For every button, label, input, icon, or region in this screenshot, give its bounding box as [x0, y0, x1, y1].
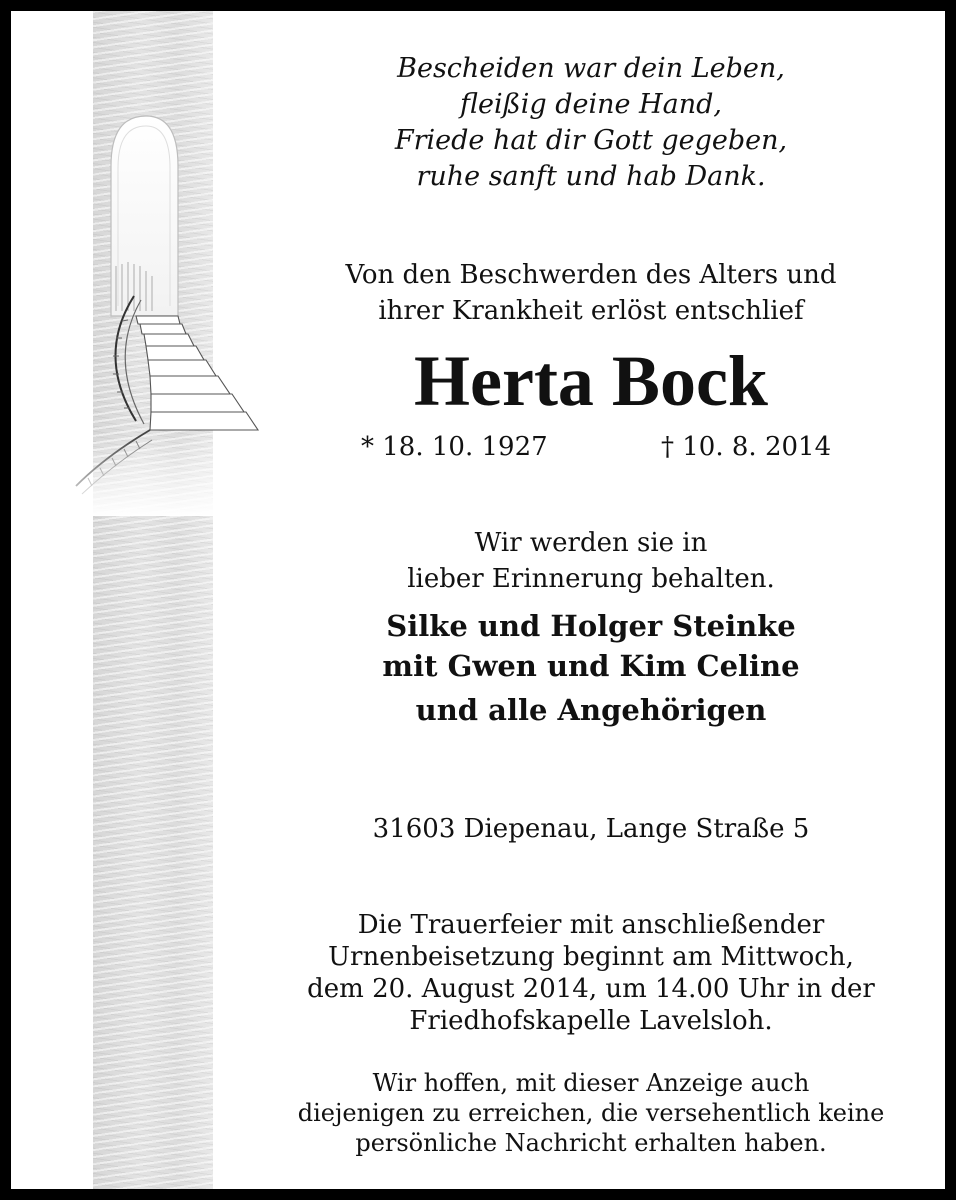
intro-line: Von den Beschwerden des Alters und — [345, 260, 837, 290]
memory-statement — [261, 525, 921, 597]
notice-line: Wir hoffen, mit dieser Anzeige auch — [372, 1069, 810, 1097]
family-address: 31603 Diepenau, Lange Straße 5 — [372, 814, 810, 844]
death-announcement-intro — [261, 257, 921, 329]
memory-line: lieber Erinnerung behalten. — [407, 564, 775, 594]
birth-date: * 18. 10. 1927 — [361, 432, 548, 462]
memory-line: Wir werden sie in — [474, 528, 708, 558]
funeral-service-details — [261, 909, 921, 1037]
intro-line: ihrer Krankheit erlöst entschlief — [378, 296, 804, 326]
service-line: Friedhofskapelle Lavelsloh. — [409, 1006, 773, 1036]
verse-line: Friede hat dir Gott gegeben, — [394, 125, 788, 156]
mourners-family — [261, 606, 921, 686]
staircase-illustration — [66, 106, 266, 516]
verse-line: ruhe sanft und hab Dank. — [416, 161, 766, 192]
service-line: Urnenbeisetzung beginnt am Mittwoch, — [328, 942, 854, 972]
notice-line: persönliche Nachricht erhalten haben. — [355, 1129, 827, 1157]
life-dates — [261, 429, 921, 465]
family-line: mit Gwen und Kim Celine — [382, 649, 800, 683]
verse-line: fleißig deine Hand, — [460, 89, 722, 120]
service-line: dem 20. August 2014, um 14.00 Uhr in der — [307, 974, 875, 1004]
service-line: Die Trauerfeier mit anschließender — [357, 910, 825, 940]
family-line: Silke und Holger Steinke — [386, 609, 796, 643]
deceased-name: Herta Bock — [414, 341, 768, 421]
closing-notice — [261, 1068, 921, 1158]
notice-line: diejenigen zu erreichen, die versehentlich keine — [297, 1099, 885, 1127]
death-date: † 10. 8. 2014 — [661, 432, 832, 462]
memorial-verse — [261, 51, 921, 195]
verse-line: Bescheiden war dein Leben, — [397, 53, 785, 84]
mourners-relatives: und alle Angehörigen — [415, 693, 767, 727]
